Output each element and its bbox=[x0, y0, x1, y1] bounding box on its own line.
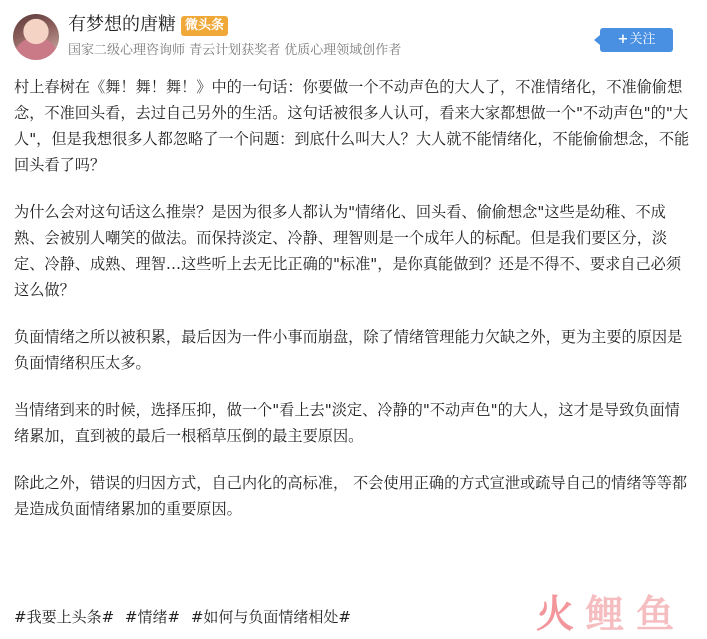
article-paragraph: 负面情绪之所以被积累，最后因为一件小事而崩盘，除了情绪管理能力欠缺之外，更为主要的原因是负面情绪积压太多。 bbox=[14, 328, 683, 372]
author-description: 国家二级心理咨询师 青云计划获奖者 优质心理领域创作者 bbox=[68, 43, 402, 58]
article-paragraph: 村上春树在《舞！舞！舞！》中的一句话：你要做一个不动声色的大人了，不准情绪化，不准偷偷想念，不准回头看，去过自己另外的生活。这句话被很多人认可，看来大家都想做一个"不动声色"的"大人"，但是我想很多人都忽略了一个问题：到底什么叫大人？大人就不能情绪化，不能偷偷想念，不能回头看了吗？ bbox=[14, 78, 690, 174]
hashtag-list bbox=[14, 606, 357, 628]
watermark-logo bbox=[536, 592, 686, 636]
weitoutiao-badge: 微头条 bbox=[181, 16, 228, 36]
article-paragraph: 除此之外，错误的归因方式，自己内化的高标准， 不会使用正确的方式宣泄或疏导自己的情绪等等都是造成负面情绪累加的重要原因。 bbox=[14, 474, 688, 518]
follow-label: 关注 bbox=[629, 32, 656, 47]
author-avatar[interactable] bbox=[13, 14, 59, 60]
watermark-char: 鲤 bbox=[586, 592, 625, 636]
article-paragraph: 为什么会对这句话这么推崇？是因为很多人都认为"情绪化、回头看、偷偷想念"这些是幼稚、不成熟、会被别人嘲笑的做法。而保持淡定、冷静、理智则是一个成年人的标配。但是我们要区分，淡定、冷静、成熟、理智…这些听上去无比正确的"标准"，是你真能做到？还是不得不、要求自己必须这么做？ bbox=[14, 203, 682, 299]
author-header bbox=[0, 0, 707, 62]
article-body bbox=[14, 74, 694, 543]
watermark-char: 鱼 bbox=[636, 592, 675, 636]
article-paragraph: 当情绪到来的时候，选择压抑，做一个"看上去"淡定、冷静的"不动声色"的大人，这才是导致负面情绪累加，直到被的最后一根稻草压倒的最主要原因。 bbox=[14, 401, 680, 445]
watermark-char: 火 bbox=[536, 592, 575, 636]
hashtag-link[interactable]: #如何与负面情绪相处# bbox=[190, 608, 351, 626]
follow-button[interactable] bbox=[600, 28, 673, 52]
plus-icon: + bbox=[617, 32, 629, 47]
hashtag-link[interactable]: #情绪# bbox=[124, 608, 181, 626]
hashtag-link[interactable]: #我要上头条# bbox=[14, 608, 115, 626]
author-name[interactable]: 有梦想的唐糖 bbox=[68, 14, 176, 35]
